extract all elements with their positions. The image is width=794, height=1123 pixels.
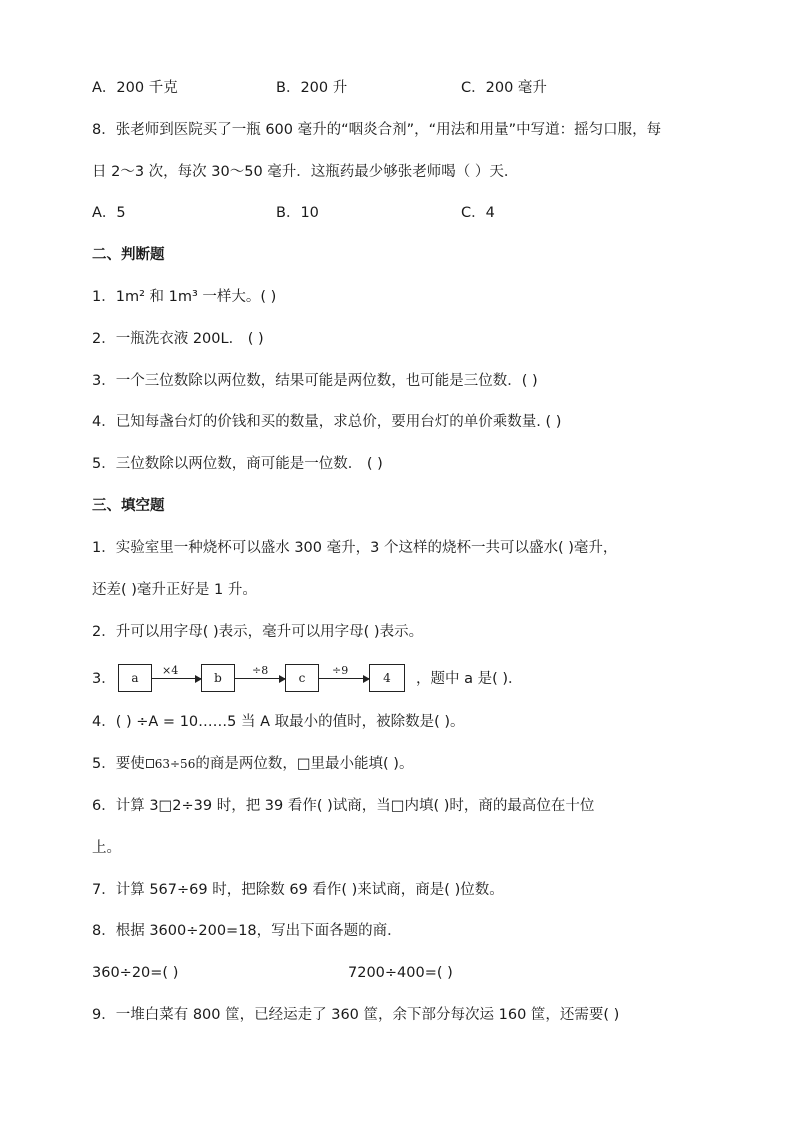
flow-operator: ÷9 — [332, 664, 349, 677]
fill-item: 4．( ) ÷A = 10……5 当 A 取最小的值时，被除数是( )。 — [92, 714, 465, 730]
option-c: C．200 毫升 — [461, 80, 547, 96]
flow-arrow — [319, 678, 369, 679]
section-heading: 三、填空题 — [92, 498, 165, 514]
judge-item: 5．三位数除以两位数，商可能是一位数． ( ) — [92, 456, 383, 472]
fill-item: 还差( )毫升正好是 1 升。 — [92, 582, 257, 598]
sub-question: 360÷20=( ) — [92, 965, 179, 981]
flow-box-c: c — [285, 664, 319, 692]
flow-arrow — [152, 678, 201, 679]
flow-arrow — [235, 678, 285, 679]
question-text: 日 2～3 次，每次 30～50 毫升．这瓶药最少够张老师喝（ ）天． — [92, 164, 519, 180]
flow-box-result: 4 — [369, 664, 405, 692]
fill-item — [92, 754, 413, 774]
flow-box-a: a — [118, 664, 152, 692]
blank-square-icon — [146, 759, 154, 768]
option-a: A．200 千克 — [92, 80, 178, 96]
section-heading: 二、判断题 — [92, 247, 165, 263]
question-number: 3． — [92, 671, 116, 687]
option-c: C．4 — [461, 205, 495, 221]
question-text: ，题中 a 是( )． — [416, 671, 523, 687]
judge-item: 3．一个三位数除以两位数，结果可能是两位数，也可能是三位数．( ) — [92, 373, 538, 389]
question-text: 8．张老师到医院买了一瓶 600 毫升的“咽炎合剂”，“用法和用量”中写道：摇匀口服，每 — [92, 122, 662, 138]
fill-item: 1．实验室里一种烧杯可以盛水 300 毫升，3 个这样的烧杯一共可以盛水( )毫升， — [92, 540, 618, 556]
judge-item: 1．1m² 和 1m³ 一样大。( ) — [92, 289, 277, 305]
fill-item: 9．一堆白菜有 800 筐，已经运走了 360 筐，余下部分每次运 160 筐，还需要( ) — [92, 1007, 620, 1023]
question-prefix: 5．要使 — [92, 756, 145, 772]
operation-flow-diagram — [92, 664, 692, 694]
flow-box-b: b — [201, 664, 235, 692]
flow-operator: ÷8 — [252, 664, 269, 677]
question-suffix: 的商是两位数，□里最小能填( )。 — [195, 756, 414, 772]
flow-operator: ×4 — [162, 664, 179, 677]
fill-item: 7．计算 567÷69 时，把除数 69 看作( )来试商，商是( )位数。 — [92, 882, 504, 898]
judge-item: 4．已知每盏台灯的价钱和买的数量，求总价，要用台灯的单价乘数量. ( ) — [92, 414, 562, 430]
option-a: A．5 — [92, 205, 126, 221]
judge-item: 2．一瓶洗衣液 200L． ( ) — [92, 331, 264, 347]
option-b: B．200 升 — [276, 80, 348, 96]
fill-item: 上。 — [92, 840, 121, 856]
fill-item: 2．升可以用字母( )表示，毫升可以用字母( )表示。 — [92, 624, 424, 640]
sub-question: 7200÷400=( ) — [348, 965, 453, 981]
division-expression: 63÷56 — [154, 757, 196, 771]
fill-item: 6．计算 3□2÷39 时，把 39 看作( )试商，当□内填( )时，商的最高位在十位 — [92, 798, 595, 814]
fill-item: 8．根据 3600÷200=18，写出下面各题的商． — [92, 923, 402, 939]
option-b: B．10 — [276, 205, 319, 221]
